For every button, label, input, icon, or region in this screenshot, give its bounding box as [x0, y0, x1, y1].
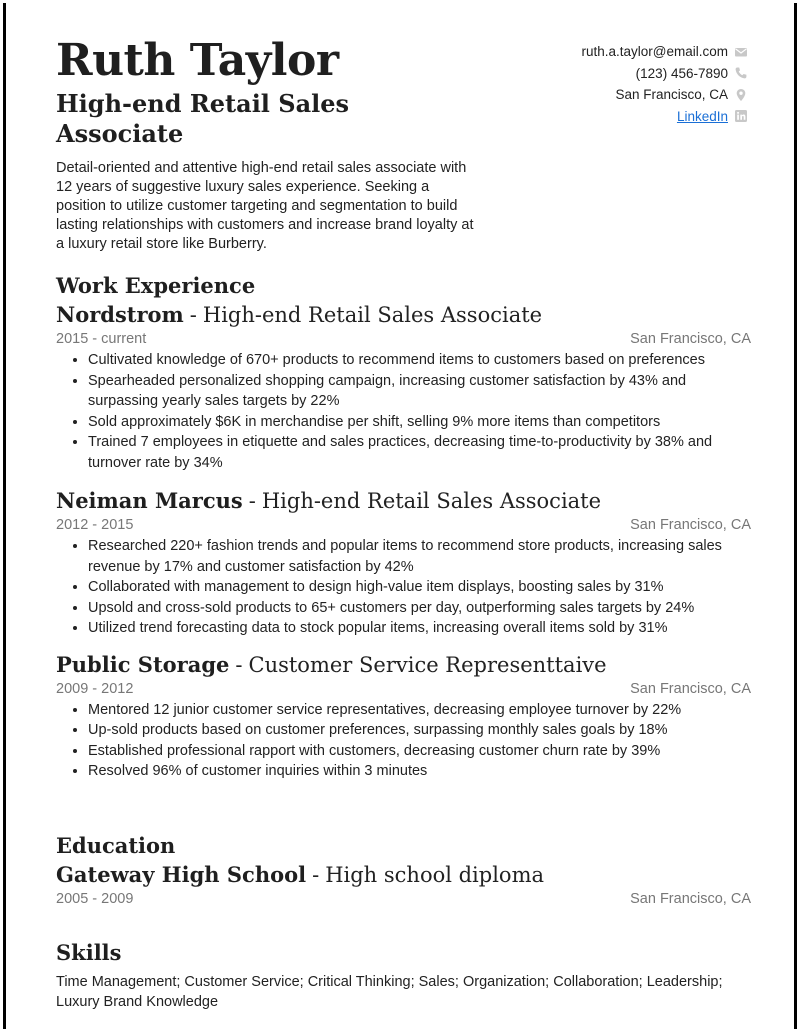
job-bullet: • Up-sold products based on customer preferences, surpassing monthly sales goals by 18%	[88, 720, 751, 741]
job-meta	[56, 329, 751, 349]
education-heading: Education	[56, 833, 176, 858]
job-location: San Francisco, CA	[630, 680, 751, 697]
education-meta	[56, 889, 751, 909]
contact-linkedin[interactable]	[581, 106, 748, 128]
skills-section	[56, 939, 751, 1012]
job-dates: 2012 - 2015	[56, 517, 134, 533]
summary-paragraph: Detail-oriented and attentive high-end retail sales associate with 12 years of suggestive luxury sales experience. Seeking a position to utilize customer targeting and segmentation to build lasting relationships with customers and increase brand loyalty at a luxury retail store like Burberry.	[56, 160, 474, 252]
job-company: Public Storage	[56, 651, 230, 677]
resume-page	[3, 3, 797, 1029]
candidate-name: Ruth Taylor	[56, 35, 339, 86]
job-bullet: • Established professional rapport with customers, decreasing customer churn rate by 39%	[88, 741, 751, 762]
job-meta	[56, 679, 751, 699]
email-text[interactable]: ruth.a.taylor@email.com	[581, 44, 728, 59]
job-bullet: • Cultivated knowledge of 670+ products to recommend items to customers based on preferences	[88, 350, 751, 371]
education-separator: -	[312, 863, 320, 887]
job-bullet: • Upsold and cross-sold products to 65+ customers per day, outperforming sales targets by 24%	[88, 598, 751, 619]
job-entry	[56, 301, 751, 473]
job-bullet: • Mentored 12 junior customer service representatives, decreasing employee turnover by 22%	[88, 700, 751, 721]
school-name: Gateway High School	[56, 862, 307, 887]
contact-phone[interactable]	[581, 63, 748, 85]
job-location: San Francisco, CA	[630, 331, 751, 347]
job-role: High-end Retail Sales Associate	[261, 489, 602, 513]
job-bullets	[56, 700, 751, 782]
job-bullet: • Spearheaded personalized shopping campaign, increasing customer satisfaction by 43% and surpassing yearly sales targets by 22%	[88, 371, 751, 412]
job-company: Neiman Marcus	[56, 488, 243, 513]
education-header	[56, 861, 751, 889]
phone-icon	[734, 66, 748, 80]
job-dates: 2015 - current	[56, 331, 147, 347]
job-dates: 2009 - 2012	[56, 680, 134, 697]
job-bullet: • Resolved 96% of customer inquiries within 3 minutes	[88, 761, 751, 782]
job-bullet: • Collaborated with management to design high-value item displays, boosting sales by 31%	[88, 577, 751, 598]
job-meta	[56, 515, 751, 535]
job-separator: -	[248, 489, 256, 513]
job-bullets	[56, 350, 751, 473]
phone-text[interactable]: (123) 456-7890	[635, 65, 728, 81]
linkedin-icon	[734, 109, 748, 123]
envelope-icon	[734, 45, 748, 59]
job-header	[56, 301, 751, 329]
job-header	[56, 487, 751, 515]
job-separator: -	[189, 303, 197, 327]
skills-list: Time Management; Customer Service; Critical Thinking; Sales; Organization; Collaboration; Leadership; Luxury Brand Knowledge	[56, 974, 723, 1010]
job-bullet: • Trained 7 employees in etiquette and sales practices, decreasing time-to-productivity by 38% and turnover rate by 34%	[88, 432, 751, 473]
linkedin-link[interactable]: LinkedIn	[676, 108, 728, 124]
job-role: Customer Service Representtaive	[248, 652, 607, 677]
job-bullet: • Sold approximately $6K in merchandise per shift, selling 9% more items than competitors	[88, 412, 751, 433]
job-entry	[56, 651, 751, 782]
education-section	[56, 832, 751, 909]
work-experience-section	[56, 272, 751, 782]
job-bullet: • Utilized trend forecasting data to stock popular items, increasing overall items sold by 31%	[88, 618, 751, 639]
degree-name: High school diploma	[325, 863, 545, 887]
skills-heading: Skills	[56, 940, 122, 965]
education-dates: 2005 - 2009	[56, 891, 134, 907]
work-experience-heading: Work Experience	[56, 273, 256, 298]
job-entry	[56, 487, 751, 639]
location-text: San Francisco, CA	[615, 87, 728, 102]
contact-location	[581, 84, 748, 106]
job-company: Nordstrom	[56, 302, 184, 327]
job-separator: -	[235, 652, 243, 677]
job-header	[56, 651, 751, 679]
job-bullet: • Researched 220+ fashion trends and popular items to recommend store products, increasing sales revenue by 17% and customer satisfaction by 42%	[88, 536, 751, 577]
job-bullets	[56, 536, 751, 639]
education-location: San Francisco, CA	[630, 891, 751, 907]
contact-block	[581, 41, 748, 127]
job-location: San Francisco, CA	[630, 517, 751, 533]
job-role: High-end Retail Sales Associate	[202, 303, 543, 327]
candidate-title: High-end Retail Sales Associate	[56, 89, 350, 148]
contact-email[interactable]	[581, 41, 748, 63]
map-pin-icon	[734, 88, 748, 102]
